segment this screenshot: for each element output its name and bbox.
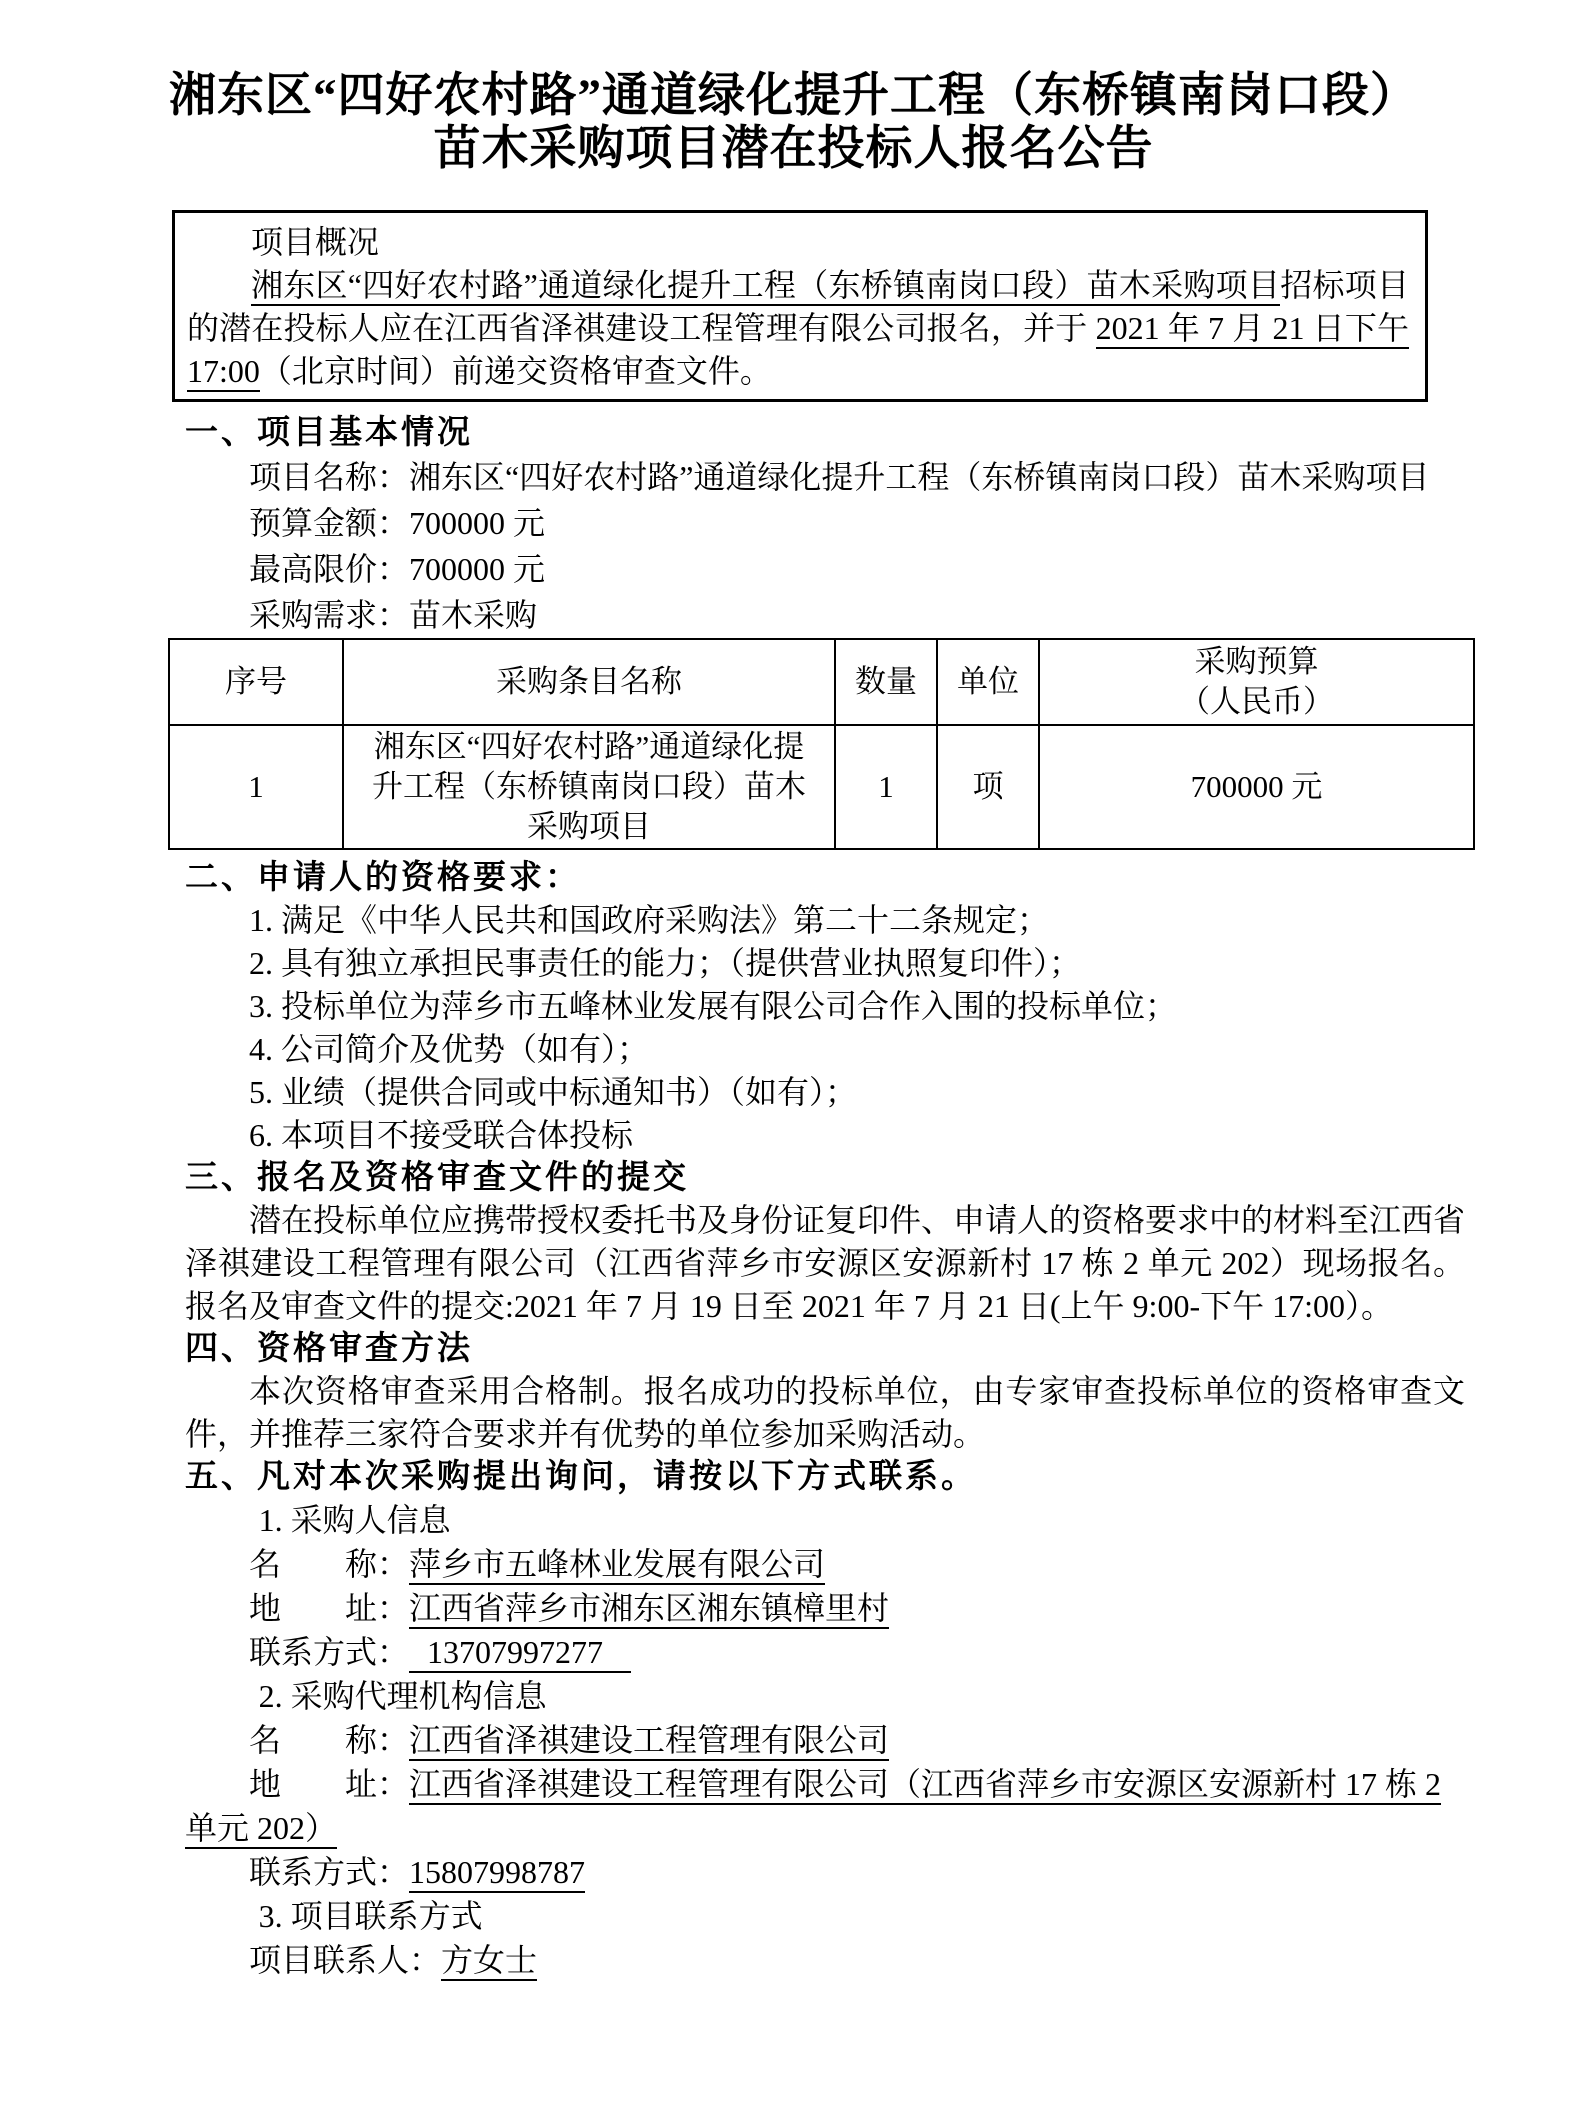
- cell-quantity: 1: [835, 725, 937, 849]
- requirement-item-1: 1. 满足《中华人民共和国政府采购法》第二十二条规定；: [249, 902, 1050, 938]
- cell-index: 1: [169, 725, 343, 849]
- agency-contact-label: 联系方式：: [249, 1854, 410, 1890]
- buyer-contact-line: [185, 1630, 1465, 1674]
- title-line-1: 湘东区“四好农村路”通道绿化提升工程（东桥镇南岗口段）: [169, 70, 1418, 122]
- cell-item-name: 湘东区“四好农村路”通道绿化提升工程（东桥镇南岗口段）苗木采购项目: [343, 725, 835, 849]
- header-budget-line1: 采购预算: [1194, 644, 1319, 679]
- agency-name-label: 名 称：: [249, 1722, 410, 1758]
- overview-paragraph: [187, 264, 1409, 393]
- project-overview-box: [172, 210, 1428, 402]
- table-header-row: [169, 639, 1474, 725]
- section5-body: [185, 1498, 1465, 1982]
- section4-paragraph: 本次资格审查采用合格制。报名成功的投标单位，由专家审查投标单位的资格审查文件，并推荐三家符合要求并有优势的单位参加采购活动。: [185, 1373, 1465, 1452]
- section4-body: [185, 1370, 1465, 1456]
- requirement-item-5: 5. 业绩（提供合同或中标通知书）（如有）；: [249, 1074, 858, 1110]
- agency-contact-line: [185, 1850, 1465, 1894]
- header-unit: 单位: [937, 639, 1039, 725]
- requirement-item-4: 4. 公司简介及优势（如有）；: [249, 1031, 650, 1067]
- buyer-name-line: [185, 1542, 1465, 1586]
- section2-heading: 二、申请人的资格要求：: [185, 860, 581, 896]
- section3-heading: 三、报名及资格审查文件的提交: [185, 1160, 689, 1196]
- field-max-price-label: 最高限价：: [249, 551, 410, 587]
- buyer-name-value: 萍乡市五峰林业发展有限公司: [409, 1546, 825, 1585]
- procurement-items-table: [168, 638, 1475, 850]
- project-contact-value: 方女士: [441, 1942, 537, 1981]
- overview-project-name: 湘东区“四好农村路”通道绿化提升工程（东桥镇南岗口段）苗木采购项目: [251, 267, 1280, 306]
- buyer-address-value: 江西省萍乡市湘东区湘东镇樟里村: [409, 1590, 889, 1629]
- requirement-item-6: 6. 本项目不接受联合体投标: [249, 1117, 634, 1153]
- section3-body: [185, 1199, 1465, 1328]
- requirement-item-3: 3. 投标单位为萍乡市五峰林业发展有限公司合作入围的投标单位；: [249, 988, 1178, 1024]
- overview-mid-text: 招标项目的潜在投标人应在江西省泽祺建设工程管理有限公司报名，并于: [187, 267, 1409, 346]
- buyer-contact-value: 13707997277: [409, 1634, 631, 1673]
- agency-contact-value: 15807998787: [409, 1854, 585, 1893]
- section4-heading: 四、资格审查方法: [185, 1331, 473, 1367]
- field-budget-value: 700000 元: [409, 505, 546, 541]
- agency-name-line: [185, 1718, 1465, 1762]
- field-budget: [185, 500, 1465, 546]
- agency-name-value: 江西省泽祺建设工程管理有限公司: [409, 1722, 889, 1761]
- field-demand-value: 苗木采购: [409, 597, 538, 633]
- cell-unit: 项: [937, 725, 1039, 849]
- agency-address-label: 地 址：: [249, 1766, 410, 1802]
- overview-label: 项目概况: [251, 224, 380, 260]
- project-contact-label: 项目联系人：: [249, 1942, 442, 1978]
- cell-budget: 700000 元: [1039, 725, 1474, 849]
- field-demand-label: 采购需求：: [249, 597, 410, 633]
- field-project-name-label: 项目名称：: [249, 459, 410, 495]
- header-budget: [1039, 639, 1474, 725]
- header-quantity: 数量: [835, 639, 937, 725]
- project-contact-line: [185, 1938, 1465, 1982]
- section1-heading: 一、项目基本情况: [185, 415, 473, 451]
- buyer-info-title: 1. 采购人信息: [258, 1502, 451, 1538]
- header-index: 序号: [169, 639, 343, 725]
- field-budget-label: 预算金额：: [249, 505, 410, 541]
- agency-info-title: 2. 采购代理机构信息: [258, 1678, 547, 1714]
- requirement-item-2: 2. 具有独立承担民事责任的能力；（提供营业执照复印件）；: [249, 945, 1082, 981]
- buyer-name-label: 名 称：: [249, 1546, 410, 1582]
- section1-body: [185, 454, 1465, 638]
- overview-deadline: 2021 年 7 月 21 日下午 17:00: [187, 310, 1409, 392]
- field-max-price-value: 700000 元: [409, 551, 546, 587]
- section5-heading: 五、凡对本次采购提出询问，请按以下方式联系。: [185, 1459, 977, 1495]
- header-item-name: 采购条目名称: [343, 639, 835, 725]
- field-demand: [185, 592, 1465, 638]
- buyer-address-line: [185, 1586, 1465, 1630]
- buyer-address-label: 地 址：: [249, 1590, 410, 1626]
- agency-address-line: [185, 1762, 1465, 1850]
- field-max-price: [185, 546, 1465, 592]
- title-line-2: 苗木采购项目潜在投标人报名公告: [433, 123, 1154, 175]
- buyer-contact-label: 联系方式：: [249, 1634, 410, 1670]
- overview-tail-text: （北京时间）前递交资格审查文件。: [259, 353, 772, 389]
- project-contact-title: 3. 项目联系方式: [258, 1898, 483, 1934]
- header-budget-line2: （人民币）: [1179, 684, 1334, 719]
- agency-address-value: 江西省泽祺建设工程管理有限公司（江西省萍乡市安源区安源新村 17 栋 2 单元 202）: [185, 1766, 1441, 1849]
- document-title: [0, 0, 1587, 176]
- section2-body: [185, 899, 1465, 1157]
- field-project-name-value: 湘东区“四好农村路”通道绿化提升工程（东桥镇南岗口段）苗木采购项目: [409, 459, 1430, 495]
- field-project-name: [185, 454, 1465, 500]
- table-row: [169, 725, 1474, 849]
- section3-paragraph: 潜在投标单位应携带授权委托书及身份证复印件、申请人的资格要求中的材料至江西省泽祺建设工程管理有限公司（江西省萍乡市安源区安源新村 17 栋 2 单元 202）现场报名。报名及审查文件的提交:2021 年 7 月 19 日至 2021 年 7 月 21 日(上午 9:00-下午 17:00）。: [185, 1202, 1466, 1324]
